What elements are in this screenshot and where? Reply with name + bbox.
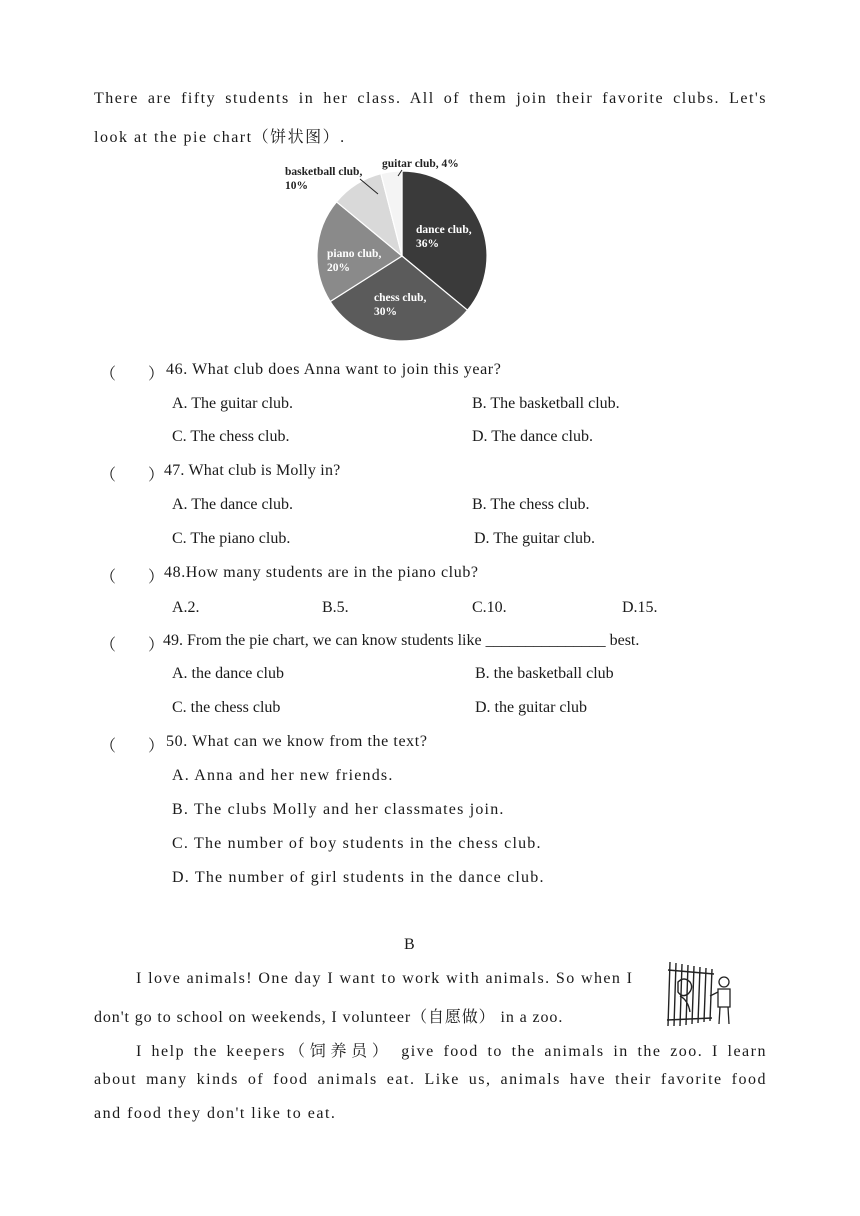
intro-line-2: look at the pie chart（饼状图）. [94, 129, 346, 146]
option-50-b: B. The clubs Molly and her classmates join. [172, 801, 505, 818]
answer-paren-47[interactable]: （ ） [100, 467, 165, 484]
option-48-a: A.2. [172, 599, 200, 616]
question-50: 50. What can we know from the text? [166, 733, 428, 750]
option-46-d: D. The dance club. [472, 428, 593, 445]
option-47-d: D. The guitar club. [474, 530, 596, 547]
pie-label-2: piano club, 20% [327, 248, 382, 274]
option-48-b: B.5. [322, 599, 349, 616]
option-46-c: C. The chess club. [172, 428, 290, 445]
question-49: 49. From the pie chart, we can know students like _______________ best. [163, 632, 640, 649]
option-47-a: A. The dance club. [172, 496, 293, 513]
option-50-a: A. Anna and her new friends. [172, 767, 394, 784]
option-46-a: A. The guitar club. [172, 395, 294, 412]
section-b-p2-line1: I help the keepers（饲养员） give food to the animals in the zoo. I learn [136, 1043, 767, 1060]
option-48-d: D.15. [622, 599, 658, 616]
pie-label-4: guitar club, 4% [382, 158, 459, 170]
pie-label-0: dance club, 36% [416, 224, 472, 250]
answer-paren-46[interactable]: （ ） [100, 366, 165, 383]
option-49-b: B. the basketball club [475, 665, 614, 682]
pie-label-1: chess club, 30% [374, 292, 427, 318]
option-47-c: C. The piano club. [172, 530, 291, 547]
question-48: 48.How many students are in the piano club? [164, 564, 479, 581]
intro-line-1: There are fifty students in her class. All of them join their favorite clubs. Let's [94, 90, 767, 107]
zoo-keeper-illustration [664, 960, 736, 1030]
option-46-b: B. The basketball club. [472, 395, 620, 412]
option-49-c: C. the chess club [172, 699, 281, 716]
question-47: 47. What club is Molly in? [164, 462, 341, 479]
answer-paren-49[interactable]: （ ） [100, 637, 165, 654]
section-b-p2-line2: about many kinds of food animals eat. Like us, animals have their favorite food [94, 1071, 767, 1088]
pie-label-3: basketball club, 10% [285, 166, 363, 192]
option-49-a: A. the dance club [172, 665, 284, 682]
option-48-c: C.10. [472, 599, 507, 616]
section-b-p2-line3: and food they don't like to eat. [94, 1105, 337, 1122]
section-b-p1-line1: I love animals! One day I want to work with animals. So when I [136, 970, 634, 987]
section-heading-b: B [404, 936, 415, 953]
option-49-d: D. the guitar club [475, 699, 587, 716]
section-b-p1-line2: don't go to school on weekends, I volunteer（自愿做） in a zoo. [94, 1009, 564, 1026]
option-50-c: C. The number of boy students in the chess club. [172, 835, 542, 852]
option-50-d: D. The number of girl students in the dance club. [172, 869, 545, 886]
question-46: 46. What club does Anna want to join this year? [166, 361, 502, 378]
pie-chart [282, 152, 512, 347]
option-47-b: B. The chess club. [472, 496, 590, 513]
answer-paren-48[interactable]: （ ） [100, 569, 165, 586]
answer-paren-50[interactable]: （ ） [100, 738, 165, 755]
